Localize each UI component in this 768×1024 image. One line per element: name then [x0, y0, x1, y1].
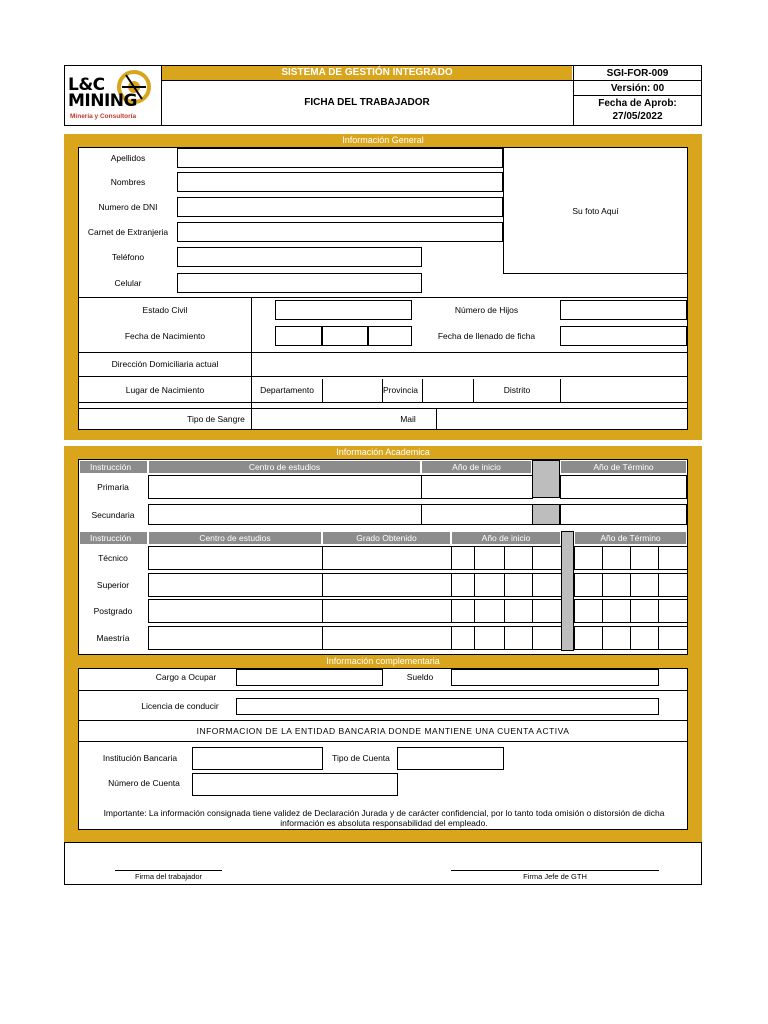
year-cell[interactable] — [574, 599, 603, 623]
header2-inicio: Año de inicio — [451, 531, 561, 545]
year-cell[interactable] — [602, 599, 631, 623]
label-sangre: Tipo de Sangre — [187, 414, 245, 424]
label-celular: Celular — [114, 278, 142, 288]
year-cell[interactable] — [602, 626, 631, 650]
label-estado-civil: Estado Civil — [142, 305, 188, 315]
nacimiento-month[interactable] — [322, 326, 368, 346]
postgrado-grado[interactable] — [322, 599, 452, 623]
label-superior: Superior — [96, 579, 130, 590]
header-inicio: Año de inicio — [421, 460, 532, 474]
form-code: SGI-FOR-009 — [606, 67, 669, 79]
header-centro: Centro de estudios — [148, 460, 421, 474]
maestria-centro[interactable] — [148, 626, 323, 650]
complementary-title: Información complementaria — [326, 656, 440, 666]
sueldo-field[interactable] — [451, 669, 659, 686]
tipo-cuenta-field[interactable] — [397, 747, 504, 770]
year-cell[interactable] — [451, 626, 475, 650]
year-cell[interactable] — [451, 546, 475, 570]
approval-date: 27/05/2022 — [612, 110, 663, 122]
header-termino: Año de Término — [560, 460, 687, 474]
direccion-field[interactable] — [252, 353, 687, 375]
photo-placeholder[interactable]: Su foto Aquí — [572, 205, 619, 216]
sangre-field[interactable] — [252, 409, 380, 429]
label-dni: Numero de DNI — [98, 202, 158, 212]
chief-signature-label: Firma Jefe de GTH — [523, 872, 587, 881]
label-apellidos: Apellidos — [110, 153, 146, 163]
label-postgrado: Postgrado — [93, 605, 133, 616]
tecnico-centro[interactable] — [148, 546, 323, 570]
label-licencia: Licencia de conducir — [141, 700, 219, 711]
postgrado-centro[interactable] — [148, 599, 323, 623]
mail-field[interactable] — [437, 409, 687, 429]
departamento-field[interactable] — [323, 379, 382, 401]
logo-subtitle: Minería y Consultoría — [70, 113, 137, 120]
year-cell[interactable] — [474, 599, 505, 623]
year-cell[interactable] — [658, 626, 688, 650]
year-cell[interactable] — [532, 573, 562, 597]
apellidos-field[interactable] — [177, 148, 503, 168]
label-tipo-cuenta: Tipo de Cuenta — [332, 753, 390, 763]
licencia-field[interactable] — [236, 698, 659, 715]
header2-termino: Año de Término — [574, 531, 687, 545]
year-cell[interactable] — [658, 573, 688, 597]
distrito-field[interactable] — [561, 379, 687, 401]
label-telefono: Teléfono — [111, 252, 145, 262]
label-numero-cuenta: Número de Cuenta — [108, 778, 180, 788]
header2-centro: Centro de estudios — [148, 531, 322, 545]
year-cell[interactable] — [532, 599, 562, 623]
label-hijos: Número de Hijos — [454, 305, 519, 315]
primaria-termino[interactable] — [560, 475, 687, 499]
celular-field[interactable] — [177, 273, 422, 293]
year-cell[interactable] — [504, 546, 533, 570]
label-carnet: Carnet de Extranjeria — [87, 227, 169, 237]
year-cell[interactable] — [504, 626, 533, 650]
telefono-field[interactable] — [177, 247, 422, 267]
label-nacimiento: Fecha de Nacimiento — [124, 331, 206, 341]
year-cell[interactable] — [574, 626, 603, 650]
label-secundaria: Secundaria — [91, 509, 135, 520]
dni-field[interactable] — [177, 197, 503, 217]
form-title: FICHA DEL TRABAJADOR — [304, 97, 430, 108]
year-cell[interactable] — [630, 546, 659, 570]
header2-grado: Grado Obtenido — [322, 531, 451, 545]
year-cell[interactable] — [630, 626, 659, 650]
worker-signature-label: Firma del trabajador — [134, 872, 203, 881]
hijos-field[interactable] — [560, 300, 687, 320]
label-tecnico: Técnico — [98, 552, 128, 563]
year-cell[interactable] — [630, 599, 659, 623]
year-cell[interactable] — [658, 546, 688, 570]
secundaria-inicio[interactable] — [421, 504, 533, 525]
label-nombres: Nombres — [110, 177, 146, 187]
institucion-field[interactable] — [192, 747, 323, 770]
header2-instruccion: Instrucción — [79, 531, 148, 545]
header-instruccion: Instrucción — [79, 460, 148, 474]
tecnico-grado[interactable] — [322, 546, 452, 570]
numero-cuenta-field[interactable] — [192, 773, 398, 796]
label-institucion: Institución Bancaria — [102, 753, 178, 763]
label-lugar: Lugar de Nacimiento — [125, 385, 205, 395]
label-provincia: Provincia — [383, 385, 418, 395]
superior-grado[interactable] — [322, 573, 452, 597]
primaria-inicio[interactable] — [421, 475, 533, 499]
year-cell[interactable] — [602, 546, 631, 570]
estado-civil-field[interactable] — [275, 300, 412, 320]
carnet-field[interactable] — [177, 222, 503, 242]
primaria-centro[interactable] — [148, 475, 422, 499]
provincia-field[interactable] — [423, 379, 473, 401]
year-cell[interactable] — [602, 573, 631, 597]
label-mail: Mail — [400, 414, 416, 424]
year-cell[interactable] — [474, 546, 505, 570]
year-cell[interactable] — [574, 546, 603, 570]
logo-text: L&C MINING — [68, 75, 137, 111]
year-cell[interactable] — [451, 573, 475, 597]
system-title: SISTEMA DE GESTIÓN INTEGRADO — [281, 67, 453, 78]
label-sueldo: Sueldo — [406, 672, 434, 682]
year-cell[interactable] — [630, 573, 659, 597]
label-llenado: Fecha de llenado de ficha — [437, 331, 536, 341]
label-cargo: Cargo a Ocupar — [155, 672, 217, 682]
academic-title: Información Academica — [336, 447, 430, 457]
label-maestria: Maestría — [96, 632, 130, 643]
general-title: Información General — [342, 135, 424, 145]
year-cell[interactable] — [504, 573, 533, 597]
year-cell[interactable] — [574, 573, 603, 597]
legal-notice: Importante: La información consignada tiene validez de Declaración Jurada y de carácter confidencial, por lo tanto toda omisión o distorsión de dicha información es absoluta responsabilidad del empleado. — [103, 808, 665, 828]
label-distrito: Distrito — [503, 385, 531, 395]
secundaria-termino[interactable] — [560, 504, 687, 525]
secundaria-centro[interactable] — [148, 504, 422, 525]
label-direccion: Dirección Domiciliaria actual — [111, 359, 219, 369]
label-primaria: Primaria — [97, 481, 129, 492]
label-departamento: Departamento — [260, 385, 314, 395]
maestria-grado[interactable] — [322, 626, 452, 650]
cargo-field[interactable] — [236, 669, 383, 686]
form-version: Versión: 00 — [610, 82, 665, 94]
nacimiento-year[interactable] — [368, 326, 412, 346]
year-cell[interactable] — [658, 599, 688, 623]
company-logo — [66, 67, 160, 124]
nombres-field[interactable] — [177, 172, 503, 192]
llenado-field[interactable] — [560, 326, 687, 346]
approval-label: Fecha de Aprob: — [598, 97, 677, 109]
year-cell[interactable] — [474, 626, 505, 650]
year-cell[interactable] — [451, 599, 475, 623]
year-cell[interactable] — [532, 546, 562, 570]
year-cell[interactable] — [504, 599, 533, 623]
nacimiento-day[interactable] — [275, 326, 322, 346]
year-cell[interactable] — [474, 573, 505, 597]
superior-centro[interactable] — [148, 573, 323, 597]
year-cell[interactable] — [532, 626, 562, 650]
bank-title: INFORMACION DE LA ENTIDAD BANCARIA DONDE MANTIENE UNA CUENTA ACTIVA — [196, 726, 570, 736]
